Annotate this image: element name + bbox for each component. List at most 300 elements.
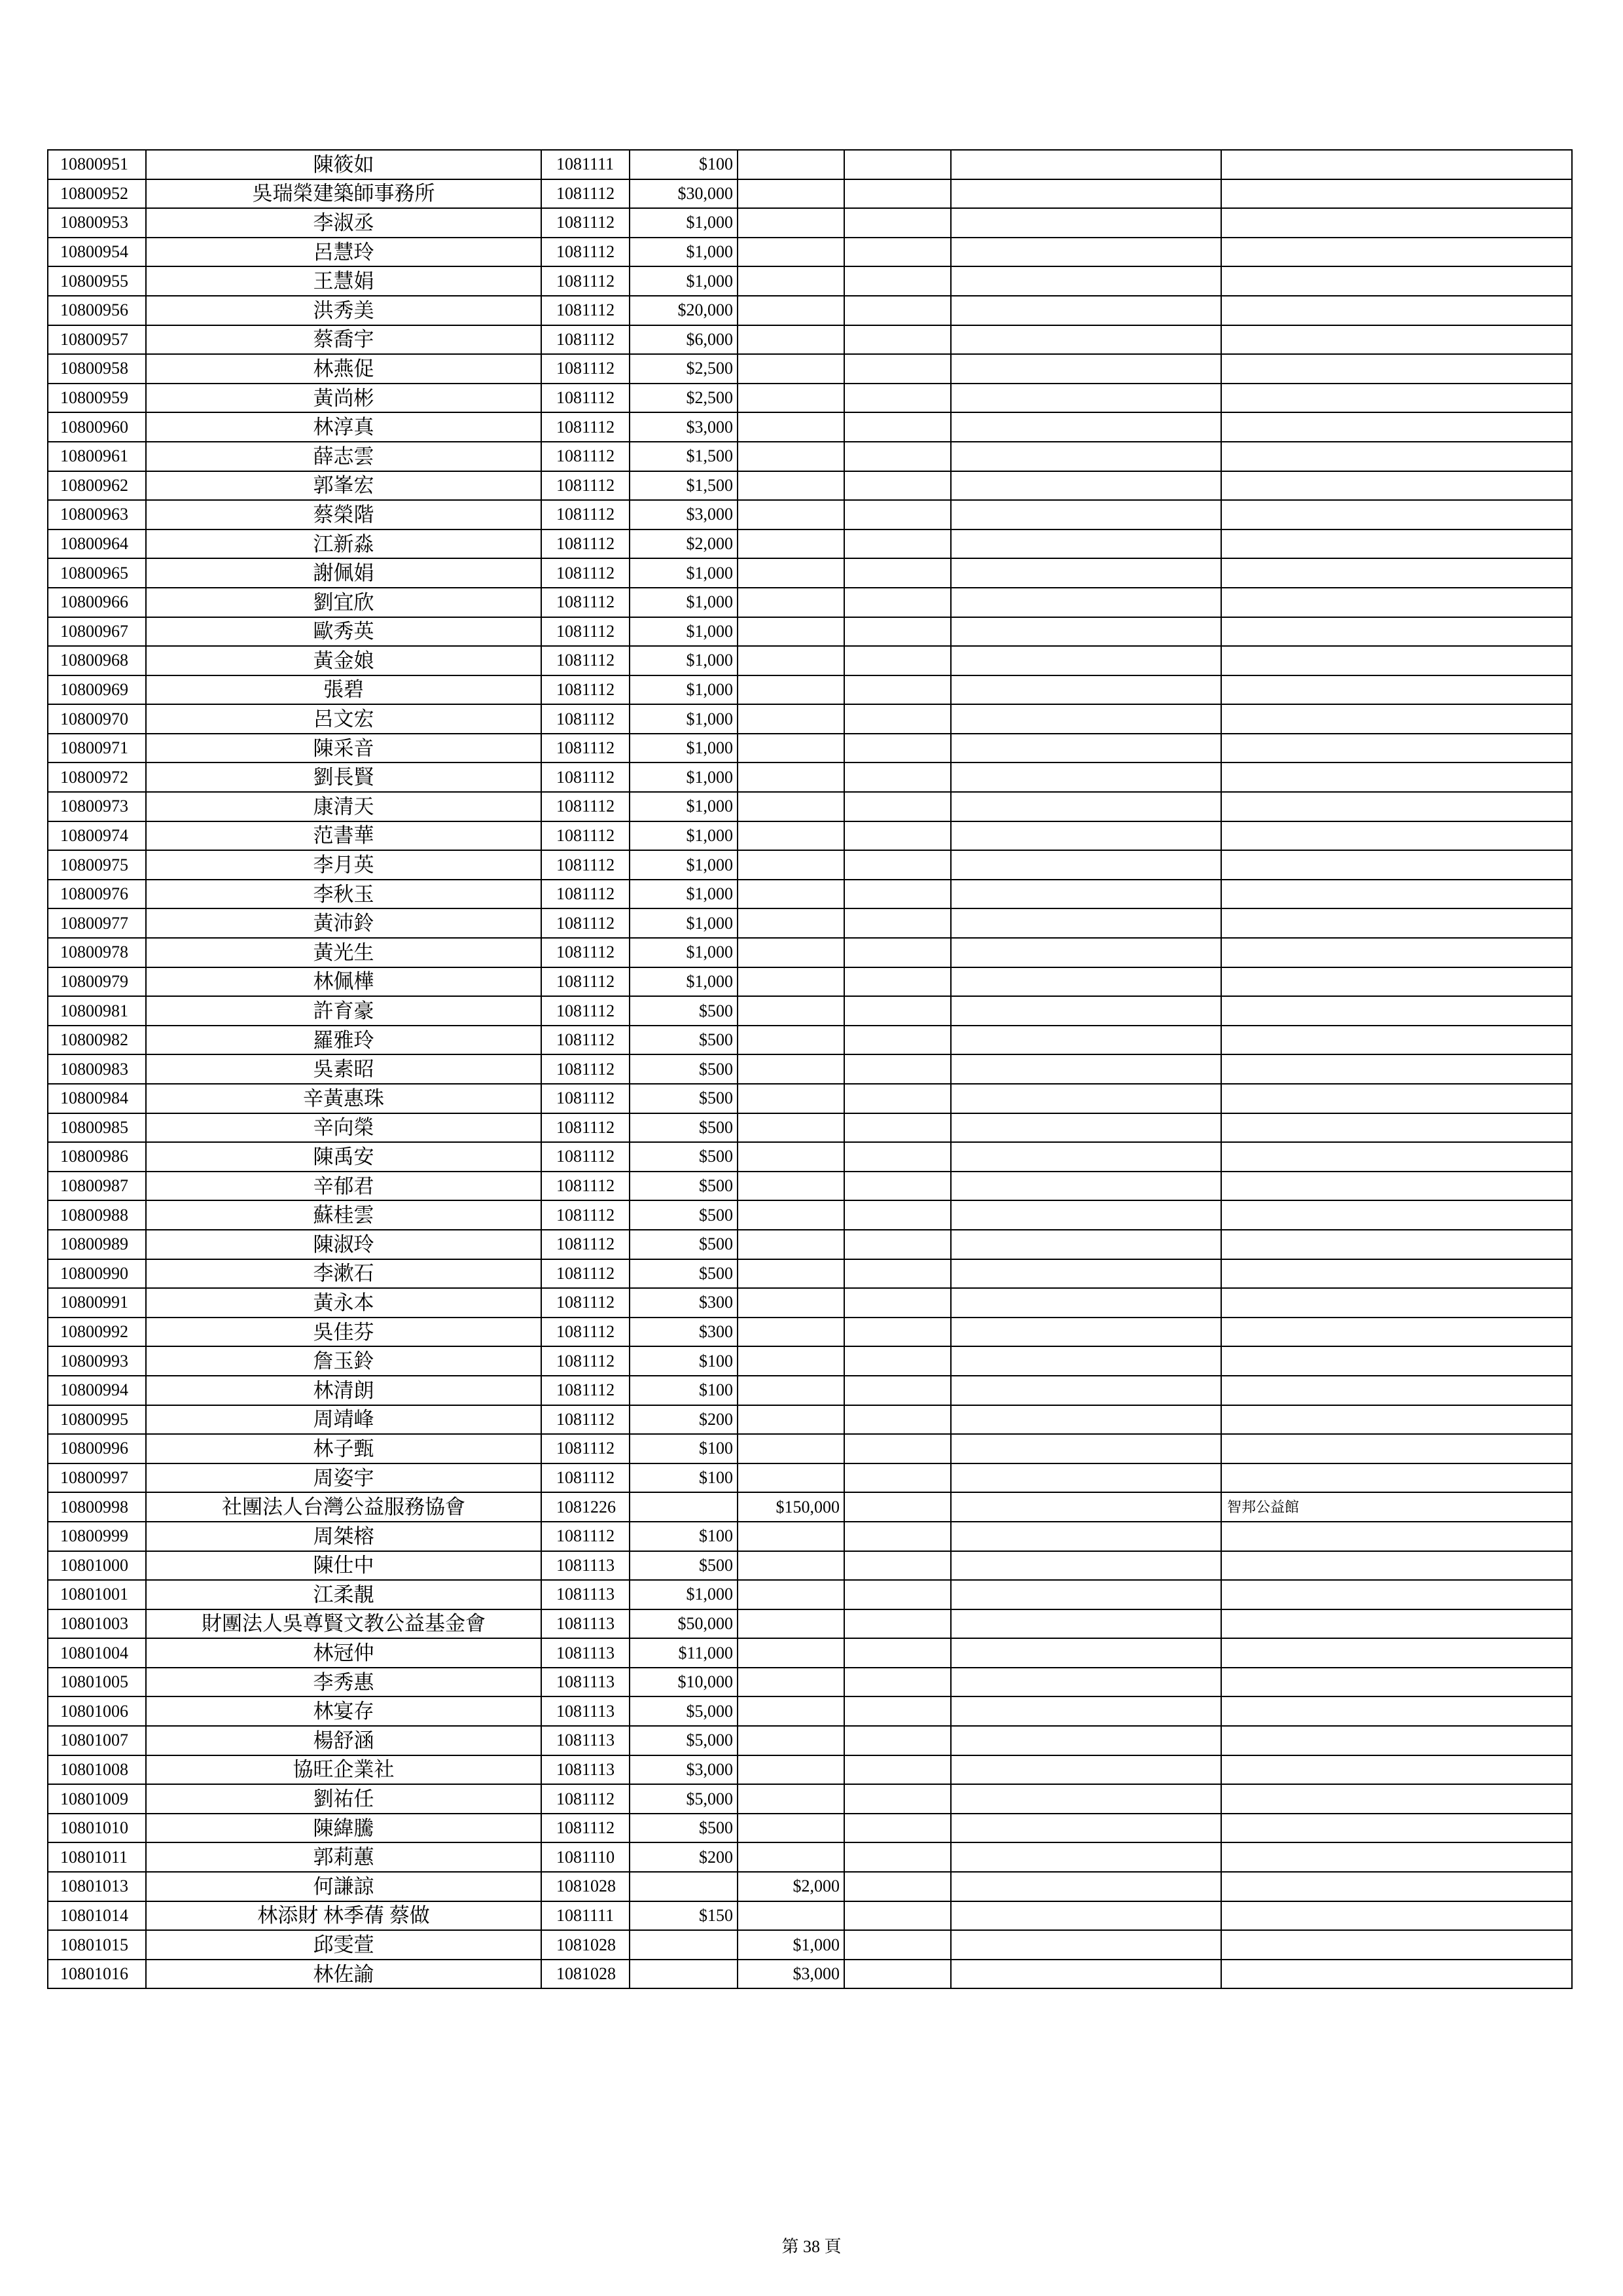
receipt-number-cell: 10800983 [48, 1054, 146, 1084]
amount-cell-2 [738, 1346, 844, 1376]
amount-cell: $500 [630, 1054, 738, 1084]
amount-cell-2 [738, 529, 844, 559]
note-cell [1221, 1084, 1572, 1113]
receipt-number-cell: 10800986 [48, 1142, 146, 1172]
amount-cell-2 [738, 1551, 844, 1581]
empty-cell [844, 792, 951, 821]
note-cell [1221, 208, 1572, 238]
amount-cell: $500 [630, 1230, 738, 1259]
note-cell [1221, 1930, 1572, 1960]
note-cell [1221, 1054, 1572, 1084]
empty-cell [951, 1755, 1221, 1785]
table-row [48, 1026, 1572, 1055]
receipt-number-cell: 10800955 [48, 266, 146, 296]
amount-cell-2 [738, 967, 844, 997]
empty-cell [844, 734, 951, 763]
amount-cell-2 [738, 908, 844, 938]
amount-cell-2: $150,000 [738, 1492, 844, 1522]
donor-name-cell: 林淳真 [146, 412, 541, 442]
empty-cell [951, 412, 1221, 442]
amount-cell-2 [738, 1172, 844, 1201]
empty-cell [951, 1784, 1221, 1814]
amount-cell: $1,000 [630, 908, 738, 938]
note-cell [1221, 1346, 1572, 1376]
empty-cell [951, 1522, 1221, 1551]
receipt-number-cell: 10800981 [48, 996, 146, 1026]
table-row [48, 238, 1572, 267]
receipt-number-cell: 10801015 [48, 1930, 146, 1960]
date-cell: 1081112 [541, 1346, 630, 1376]
empty-cell [951, 1872, 1221, 1901]
empty-cell [844, 1492, 951, 1522]
table-row [48, 880, 1572, 909]
date-cell: 1081112 [541, 1522, 630, 1551]
amount-cell-2 [738, 938, 844, 967]
empty-cell [951, 179, 1221, 209]
empty-cell [951, 1696, 1221, 1726]
table-row [48, 208, 1572, 238]
empty-cell [844, 967, 951, 997]
date-cell: 1081028 [541, 1930, 630, 1960]
empty-cell [844, 1522, 951, 1551]
table-row [48, 1930, 1572, 1960]
empty-cell [951, 208, 1221, 238]
date-cell: 1081112 [541, 996, 630, 1026]
amount-cell: $3,000 [630, 412, 738, 442]
receipt-number-cell: 10800971 [48, 734, 146, 763]
empty-cell [951, 529, 1221, 559]
empty-cell [951, 762, 1221, 792]
amount-cell: $500 [630, 1551, 738, 1581]
empty-cell [951, 1551, 1221, 1581]
empty-cell [951, 1084, 1221, 1113]
amount-cell-2 [738, 1463, 844, 1493]
amount-cell: $500 [630, 1814, 738, 1843]
receipt-number-cell: 10801016 [48, 1960, 146, 1989]
table-row [48, 442, 1572, 471]
empty-cell [951, 734, 1221, 763]
date-cell: 1081113 [541, 1609, 630, 1639]
amount-cell-2 [738, 558, 844, 588]
empty-cell [844, 1960, 951, 1989]
receipt-number-cell: 10800965 [48, 558, 146, 588]
note-cell [1221, 938, 1572, 967]
empty-cell [844, 208, 951, 238]
donor-name-cell: 劉祐任 [146, 1784, 541, 1814]
table-row [48, 354, 1572, 384]
table-row [48, 529, 1572, 559]
amount-cell: $500 [630, 1084, 738, 1113]
table-row [48, 908, 1572, 938]
donor-name-cell: 范書華 [146, 821, 541, 851]
receipt-number-cell: 10800956 [48, 296, 146, 325]
amount-cell: $1,000 [630, 208, 738, 238]
empty-cell [951, 500, 1221, 529]
table-row [48, 1084, 1572, 1113]
empty-cell [844, 908, 951, 938]
empty-cell [844, 821, 951, 851]
empty-cell [951, 908, 1221, 938]
donor-name-cell: 林宴存 [146, 1696, 541, 1726]
amount-cell: $500 [630, 1142, 738, 1172]
amount-cell: $100 [630, 150, 738, 179]
receipt-number-cell: 10801013 [48, 1872, 146, 1901]
table-row [48, 792, 1572, 821]
donor-name-cell: 周姿宇 [146, 1463, 541, 1493]
donor-name-cell: 陳淑玲 [146, 1230, 541, 1259]
donor-name-cell: 林冠仲 [146, 1638, 541, 1668]
note-cell [1221, 1142, 1572, 1172]
empty-cell [844, 1288, 951, 1318]
date-cell: 1081112 [541, 967, 630, 997]
empty-cell [951, 1026, 1221, 1055]
amount-cell: $500 [630, 1259, 738, 1289]
amount-cell: $1,000 [630, 617, 738, 647]
receipt-number-cell: 10801006 [48, 1696, 146, 1726]
empty-cell [951, 442, 1221, 471]
empty-cell [951, 1054, 1221, 1084]
amount-cell: $2,000 [630, 529, 738, 559]
empty-cell [951, 325, 1221, 355]
note-cell [1221, 384, 1572, 413]
note-cell [1221, 1376, 1572, 1405]
receipt-number-cell: 10801008 [48, 1755, 146, 1785]
note-cell [1221, 1814, 1572, 1843]
note-cell [1221, 238, 1572, 267]
amount-cell-2 [738, 179, 844, 209]
receipt-number-cell: 10800997 [48, 1463, 146, 1493]
amount-cell-2 [738, 1230, 844, 1259]
donor-name-cell: 郭峯宏 [146, 471, 541, 501]
donor-name-cell: 林清朗 [146, 1376, 541, 1405]
date-cell: 1081112 [541, 588, 630, 617]
amount-cell: $50,000 [630, 1609, 738, 1639]
amount-cell: $1,000 [630, 238, 738, 267]
table-row [48, 850, 1572, 880]
empty-cell [844, 1172, 951, 1201]
date-cell: 1081112 [541, 1784, 630, 1814]
note-cell [1221, 675, 1572, 705]
amount-cell-2 [738, 821, 844, 851]
note-cell [1221, 880, 1572, 909]
receipt-number-cell: 10800995 [48, 1405, 146, 1435]
empty-cell [844, 1200, 951, 1230]
date-cell: 1081113 [541, 1580, 630, 1609]
table-row [48, 1668, 1572, 1697]
amount-cell-2 [738, 704, 844, 734]
donor-name-cell: 王慧娟 [146, 266, 541, 296]
date-cell: 1081112 [541, 1463, 630, 1493]
empty-cell [951, 1726, 1221, 1755]
date-cell: 1081112 [541, 1814, 630, 1843]
empty-cell [844, 588, 951, 617]
empty-cell [844, 1901, 951, 1931]
receipt-number-cell: 10800964 [48, 529, 146, 559]
amount-cell: $1,000 [630, 704, 738, 734]
table-row [48, 1142, 1572, 1172]
amount-cell-2 [738, 500, 844, 529]
amount-cell-2 [738, 1318, 844, 1347]
receipt-number-cell: 10800994 [48, 1376, 146, 1405]
empty-cell [844, 1463, 951, 1493]
donor-name-cell: 社團法人台灣公益服務協會 [146, 1492, 541, 1522]
amount-cell: $300 [630, 1318, 738, 1347]
date-cell: 1081112 [541, 908, 630, 938]
empty-cell [844, 1551, 951, 1581]
amount-cell [630, 1930, 738, 1960]
empty-cell [844, 704, 951, 734]
empty-cell [951, 266, 1221, 296]
empty-cell [951, 1580, 1221, 1609]
ledger-body [48, 150, 1572, 1988]
receipt-number-cell: 10800968 [48, 646, 146, 675]
empty-cell [844, 1609, 951, 1639]
donor-name-cell: 李秋玉 [146, 880, 541, 909]
amount-cell: $10,000 [630, 1668, 738, 1697]
receipt-number-cell: 10800962 [48, 471, 146, 501]
donor-name-cell: 蔡喬宇 [146, 325, 541, 355]
note-cell [1221, 266, 1572, 296]
amount-cell-2 [738, 1200, 844, 1230]
date-cell: 1081112 [541, 266, 630, 296]
receipt-number-cell: 10800993 [48, 1346, 146, 1376]
empty-cell [951, 1318, 1221, 1347]
amount-cell-2 [738, 1814, 844, 1843]
amount-cell-2 [738, 296, 844, 325]
empty-cell [951, 1346, 1221, 1376]
empty-cell [951, 938, 1221, 967]
amount-cell-2 [738, 471, 844, 501]
empty-cell [951, 1668, 1221, 1697]
amount-cell: $1,000 [630, 646, 738, 675]
date-cell: 1081113 [541, 1696, 630, 1726]
receipt-number-cell: 10801010 [48, 1814, 146, 1843]
amount-cell-2 [738, 442, 844, 471]
amount-cell-2 [738, 1901, 844, 1931]
receipt-number-cell: 10800969 [48, 675, 146, 705]
empty-cell [844, 675, 951, 705]
donor-name-cell: 黃永本 [146, 1288, 541, 1318]
note-cell [1221, 325, 1572, 355]
receipt-number-cell: 10800975 [48, 850, 146, 880]
amount-cell: $1,000 [630, 880, 738, 909]
table-row [48, 821, 1572, 851]
amount-cell: $1,000 [630, 675, 738, 705]
note-cell [1221, 1901, 1572, 1931]
donor-name-cell: 林子甄 [146, 1434, 541, 1463]
date-cell: 1081112 [541, 1054, 630, 1084]
empty-cell [844, 354, 951, 384]
donor-name-cell: 許育豪 [146, 996, 541, 1026]
amount-cell: $5,000 [630, 1784, 738, 1814]
donor-name-cell: 林添財 林季蒨 蔡做 [146, 1901, 541, 1931]
table-row [48, 617, 1572, 647]
date-cell: 1081112 [541, 880, 630, 909]
donor-name-cell: 辛郁君 [146, 1172, 541, 1201]
date-cell: 1081112 [541, 734, 630, 763]
table-row [48, 1901, 1572, 1931]
amount-cell-2 [738, 1084, 844, 1113]
amount-cell: $150 [630, 1901, 738, 1931]
donor-name-cell: 周靖峰 [146, 1405, 541, 1435]
date-cell: 1081110 [541, 1842, 630, 1872]
donor-name-cell: 陳仕中 [146, 1551, 541, 1581]
date-cell: 1081112 [541, 1026, 630, 1055]
date-cell: 1081112 [541, 1142, 630, 1172]
date-cell: 1081113 [541, 1551, 630, 1581]
amount-cell-2 [738, 762, 844, 792]
empty-cell [844, 558, 951, 588]
note-cell [1221, 1668, 1572, 1697]
table-row [48, 938, 1572, 967]
empty-cell [844, 1930, 951, 1960]
donor-name-cell: 陳筱如 [146, 150, 541, 179]
receipt-number-cell: 10801007 [48, 1726, 146, 1755]
table-row [48, 384, 1572, 413]
empty-cell [951, 1376, 1221, 1405]
amount-cell: $500 [630, 1200, 738, 1230]
date-cell: 1081112 [541, 938, 630, 967]
empty-cell [844, 1318, 951, 1347]
empty-cell [844, 1026, 951, 1055]
table-row [48, 1638, 1572, 1668]
empty-cell [844, 1054, 951, 1084]
donor-name-cell: 陳禹安 [146, 1142, 541, 1172]
date-cell: 1081113 [541, 1668, 630, 1697]
donor-name-cell: 吳佳芬 [146, 1318, 541, 1347]
receipt-number-cell: 10800953 [48, 208, 146, 238]
receipt-number-cell: 10800976 [48, 880, 146, 909]
table-row [48, 1755, 1572, 1785]
table-row [48, 762, 1572, 792]
receipt-number-cell: 10800996 [48, 1434, 146, 1463]
empty-cell [844, 325, 951, 355]
empty-cell [844, 1638, 951, 1668]
empty-cell [951, 1814, 1221, 1843]
receipt-number-cell: 10801001 [48, 1580, 146, 1609]
empty-cell [844, 850, 951, 880]
note-cell [1221, 1551, 1572, 1581]
table-row [48, 1434, 1572, 1463]
receipt-number-cell: 10800963 [48, 500, 146, 529]
amount-cell: $2,500 [630, 354, 738, 384]
amount-cell-2 [738, 1288, 844, 1318]
donor-name-cell: 呂慧玲 [146, 238, 541, 267]
table-row [48, 1784, 1572, 1814]
table-row [48, 1318, 1572, 1347]
date-cell: 1081111 [541, 1901, 630, 1931]
amount-cell-2 [738, 1113, 844, 1143]
donor-name-cell: 黃金娘 [146, 646, 541, 675]
note-cell [1221, 850, 1572, 880]
date-cell: 1081028 [541, 1960, 630, 1989]
receipt-number-cell: 10800989 [48, 1230, 146, 1259]
empty-cell [844, 1668, 951, 1697]
table-row [48, 1054, 1572, 1084]
empty-cell [951, 1172, 1221, 1201]
empty-cell [844, 150, 951, 179]
note-cell [1221, 1726, 1572, 1755]
date-cell: 1081112 [541, 1084, 630, 1113]
receipt-number-cell: 10801009 [48, 1784, 146, 1814]
amount-cell-2 [738, 1842, 844, 1872]
empty-cell [844, 938, 951, 967]
empty-cell [844, 1784, 951, 1814]
donor-name-cell: 辛黃惠珠 [146, 1084, 541, 1113]
empty-cell [844, 880, 951, 909]
donor-name-cell: 歐秀英 [146, 617, 541, 647]
amount-cell: $200 [630, 1405, 738, 1435]
empty-cell [844, 1726, 951, 1755]
date-cell: 1081112 [541, 675, 630, 705]
amount-cell-2 [738, 996, 844, 1026]
table-row [48, 1580, 1572, 1609]
amount-cell: $1,000 [630, 588, 738, 617]
empty-cell [951, 1230, 1221, 1259]
note-cell [1221, 354, 1572, 384]
empty-cell [951, 1901, 1221, 1931]
donor-name-cell: 江新淼 [146, 529, 541, 559]
date-cell: 1081112 [541, 325, 630, 355]
table-row [48, 1230, 1572, 1259]
empty-cell [951, 617, 1221, 647]
donor-name-cell: 劉宜欣 [146, 588, 541, 617]
note-cell [1221, 1463, 1572, 1493]
receipt-number-cell: 10800988 [48, 1200, 146, 1230]
note-cell [1221, 1288, 1572, 1318]
note-cell [1221, 1755, 1572, 1785]
note-cell [1221, 1113, 1572, 1143]
note-cell [1221, 617, 1572, 647]
amount-cell: $100 [630, 1463, 738, 1493]
amount-cell: $1,000 [630, 792, 738, 821]
empty-cell [951, 1288, 1221, 1318]
empty-cell [844, 617, 951, 647]
empty-cell [951, 1492, 1221, 1522]
date-cell: 1081112 [541, 617, 630, 647]
empty-cell [844, 1376, 951, 1405]
empty-cell [844, 442, 951, 471]
empty-cell [951, 1259, 1221, 1289]
empty-cell [844, 179, 951, 209]
empty-cell [951, 588, 1221, 617]
empty-cell [844, 384, 951, 413]
amount-cell [630, 1960, 738, 1989]
date-cell: 1081112 [541, 558, 630, 588]
empty-cell [844, 1434, 951, 1463]
note-cell [1221, 1696, 1572, 1726]
receipt-number-cell: 10800967 [48, 617, 146, 647]
empty-cell [844, 996, 951, 1026]
note-cell [1221, 1230, 1572, 1259]
amount-cell-2 [738, 1434, 844, 1463]
amount-cell-2 [738, 1522, 844, 1551]
note-cell [1221, 1434, 1572, 1463]
note-cell [1221, 150, 1572, 179]
donor-name-cell: 吳素昭 [146, 1054, 541, 1084]
receipt-number-cell: 10800987 [48, 1172, 146, 1201]
amount-cell-2 [738, 238, 844, 267]
amount-cell: $1,000 [630, 762, 738, 792]
donor-name-cell: 郭莉蕙 [146, 1842, 541, 1872]
date-cell: 1081112 [541, 1172, 630, 1201]
receipt-number-cell: 10800952 [48, 179, 146, 209]
receipt-number-cell: 10800961 [48, 442, 146, 471]
empty-cell [951, 967, 1221, 997]
note-cell [1221, 1259, 1572, 1289]
empty-cell [844, 500, 951, 529]
empty-cell [951, 821, 1221, 851]
